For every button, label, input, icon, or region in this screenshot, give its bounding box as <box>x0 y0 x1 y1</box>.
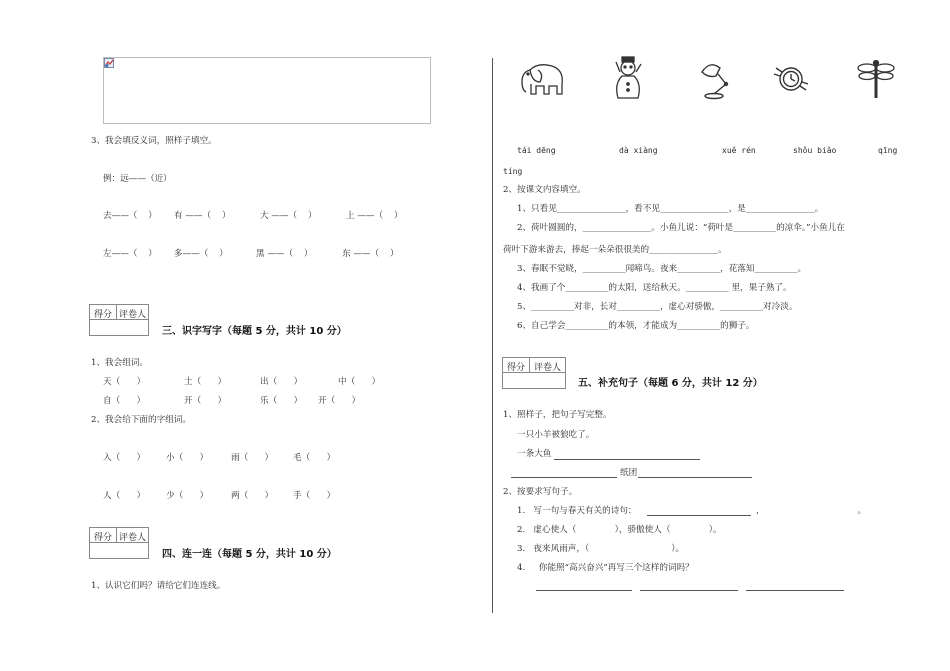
antonym-item: 东 ——（ ） <box>342 249 399 259</box>
answer-line <box>638 477 752 478</box>
word-item: 两（ ） <box>231 491 274 501</box>
sentence-item: 3. 夜来风雨声，（ ）。 <box>517 544 685 554</box>
s3-q2-title: 2、我会给下面的字组词。 <box>91 415 191 425</box>
score-box <box>89 304 149 336</box>
answer-line <box>640 590 738 591</box>
fill-item: 6、自己学会__________的本领，才能成为__________的狮子。 <box>517 321 755 331</box>
s5-fill1: 一条大鱼 <box>517 449 552 459</box>
snowman-icon <box>608 54 648 100</box>
dragonfly-icon <box>856 58 896 102</box>
pinyin-label-wrap: tíng <box>503 167 523 176</box>
answer-line <box>746 590 844 591</box>
answer-line <box>536 590 632 591</box>
fill-item: 荷叶下游来游去，捧起一朵朵很很美的________________。 <box>503 245 727 255</box>
fill-item: 5、__________对非，长对__________，虚心对骄傲，__________对冷淡。 <box>517 302 798 312</box>
score-label: 得分 <box>90 528 117 543</box>
fill-item: 3、春眠不觉晓，__________闻啼鸟。夜来__________，花落知__________。 <box>517 264 807 274</box>
antonym-item: 去——（ ） <box>103 211 157 221</box>
fill-item: 2、荷叶圆圆的，________________。小鱼儿说：“荷叶是__________的凉伞。”小鱼儿在 <box>517 223 845 233</box>
antonym-item: 多——（ ） <box>174 249 228 259</box>
elephant-icon <box>516 60 568 100</box>
column-divider <box>492 58 493 613</box>
word-item: 雨（ ） <box>231 453 274 463</box>
word-item: 乐（ ） <box>260 396 303 406</box>
word-item: 天（ ） <box>103 377 146 387</box>
pinyin-label: dà xiàng <box>619 146 658 155</box>
word-item: 土（ ） <box>184 377 227 387</box>
s4-q1-title: 1、认识它们吗？请给它们连连线。 <box>91 581 226 591</box>
word-item: 开（ ） <box>318 396 361 406</box>
word-item: 毛（ ） <box>293 453 336 463</box>
score-box <box>502 357 566 389</box>
s5-q2-title: 2、按要求写句子。 <box>503 487 578 497</box>
grader-label: 评卷人 <box>117 528 148 543</box>
sentence-item: 4. 你能照“高兴奋兴”再写三个这样的词吗？ <box>517 563 694 573</box>
pinyin-label: qīng <box>878 146 898 155</box>
sentence-item: 1. 写一句与春天有关的诗句： <box>517 506 637 516</box>
pinyin-label: xuě rén <box>722 146 756 155</box>
broken-image-icon <box>104 58 114 68</box>
score-label: 得分 <box>90 305 117 320</box>
word-item: 自（ ） <box>103 396 146 406</box>
sentence-item: 2. 虚心使人（ ），骄傲使人（ ）。 <box>517 525 722 535</box>
section-5-title: 五、补充句子（每题 6 分，共计 12 分） <box>578 378 763 389</box>
s3-q1-title: 1、我会组词。 <box>91 358 149 368</box>
pinyin-label: shǒu biǎo <box>793 146 837 155</box>
word-item: 入（ ） <box>103 453 146 463</box>
word-item: 少（ ） <box>166 491 209 501</box>
word-item: 中（ ） <box>338 377 381 387</box>
antonym-item: 上 ——（ ） <box>346 211 403 221</box>
grader-label: 评卷人 <box>530 358 565 373</box>
q3-example: 例：远——（近） <box>103 174 172 184</box>
pinyin-label: tái dēng <box>517 146 556 155</box>
section-3-title: 三、识字写字（每题 5 分，共计 10 分） <box>162 326 347 337</box>
word-item: 出（ ） <box>260 377 303 387</box>
word-item: 人（ ） <box>103 491 146 501</box>
desk-lamp-icon <box>694 58 736 100</box>
antonym-item: 黑 ——（ ） <box>256 249 313 259</box>
word-item: 手（ ） <box>293 491 336 501</box>
answer-line <box>511 477 617 478</box>
score-label: 得分 <box>503 358 530 373</box>
watch-icon <box>770 58 812 100</box>
s5-q1-title: 1、照样子，把句子写完整。 <box>503 410 612 420</box>
antonym-item: 大 ——（ ） <box>260 211 317 221</box>
answer-line <box>554 459 700 460</box>
fill-item: 1、只看见________________，看不见________________，是________________。 <box>517 204 824 214</box>
antonym-item: 左——（ ） <box>103 249 157 259</box>
fill-item: 4、我画了个__________的太阳，送给秋天。__________ 里，果子熟了。 <box>517 283 792 293</box>
word-item: 小（ ） <box>166 453 209 463</box>
antonym-item: 有 ——（ ） <box>174 211 231 221</box>
score-box <box>89 527 149 559</box>
section-4-title: 四、连一连（每题 5 分，共计 10 分） <box>162 549 337 560</box>
s5-example: 一只小羊被狼吃了。 <box>517 430 595 440</box>
word-item: 开（ ） <box>184 396 227 406</box>
q3-title: 3、我会填反义词，照样子填空。 <box>91 136 217 146</box>
grader-label: 评卷人 <box>117 305 148 320</box>
s5-fill2: 纸团 <box>620 468 638 478</box>
sentence-item-end: ， 。 <box>756 506 867 516</box>
answer-line <box>647 515 751 516</box>
q2-title: 2、按课文内容填空。 <box>503 185 586 195</box>
image-placeholder <box>103 57 431 124</box>
